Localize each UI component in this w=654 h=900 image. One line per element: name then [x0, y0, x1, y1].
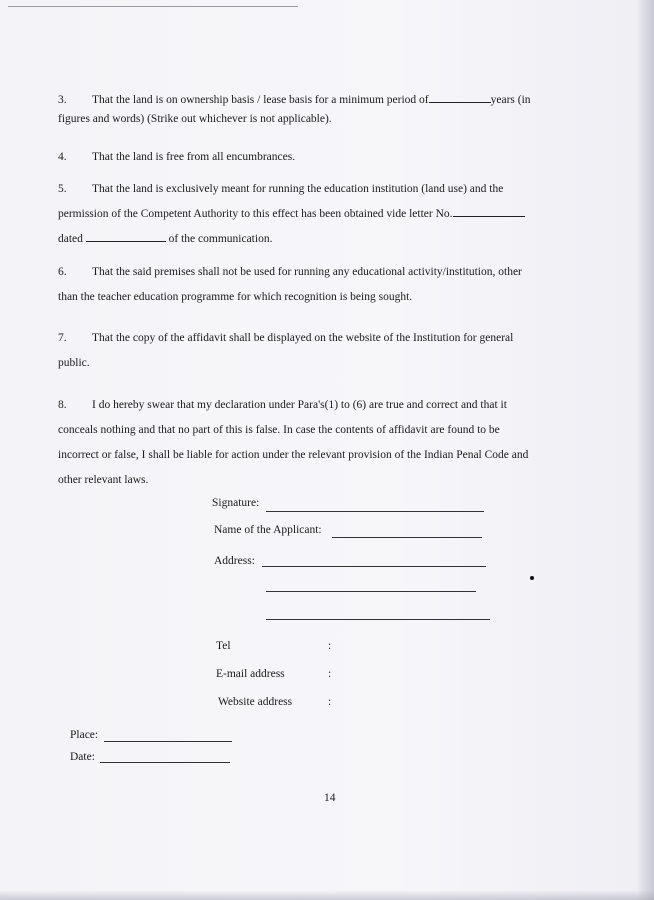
- tel-colon: :: [328, 640, 332, 652]
- paragraph-4: [58, 145, 578, 170]
- address-label: Address:: [214, 555, 255, 567]
- paragraph-text: incorrect or false, I shall be liable for action under the relevant provision of the Indian Penal Code and: [58, 449, 529, 461]
- paragraph-text: of the communication.: [168, 233, 273, 245]
- website-colon: :: [328, 696, 332, 708]
- date-label: Date:: [70, 751, 95, 763]
- address-line-3: [266, 619, 490, 620]
- letter-number-blank: [453, 206, 525, 217]
- address-line-1: [262, 566, 486, 567]
- paragraph-text: than the teacher education programme for which recognition is being sought.: [58, 291, 413, 303]
- page-number: 14: [324, 792, 336, 804]
- paragraph-text: That the land is free from all encumbrances.: [92, 151, 296, 163]
- paragraph-text: other relevant laws.: [58, 474, 149, 486]
- paragraph-text: That the land is exclusively meant for running the education institution (land use) and the: [92, 183, 504, 195]
- paragraph-text: conceals nothing and that no part of this is false. In case the contents of affidavit are found to be: [58, 424, 500, 436]
- paragraph-7: [58, 326, 578, 376]
- paragraph-text: permission of the Competent Authority to this effect has been obtained vide letter No.: [58, 208, 453, 220]
- place-line: [104, 741, 232, 742]
- paragraph-number: 5.: [58, 183, 67, 195]
- paragraph-text: That the said premises shall not be used for running any educational activity/institution, other: [92, 266, 522, 278]
- paragraph-text: That the land is on ownership basis / lease basis for a minimum period of: [92, 94, 429, 106]
- email-colon: :: [328, 668, 332, 680]
- paragraph-text: That the copy of the affidavit shall be displayed on the website of the Institution for general: [92, 332, 514, 344]
- ink-mark: [530, 576, 534, 580]
- tel-label: Tel: [216, 640, 231, 652]
- paragraph-text: figures and words) (Strike out whichever is not applicable).: [58, 113, 332, 125]
- paragraph-8: [58, 393, 578, 493]
- applicant-name-label: Name of the Applicant:: [214, 524, 322, 536]
- paragraph-number: 4.: [58, 151, 67, 163]
- paragraph-number: 3.: [58, 94, 67, 106]
- paragraph-6: [58, 260, 578, 310]
- signature-label: Signature:: [212, 497, 260, 509]
- paragraph-number: 6.: [58, 266, 67, 278]
- paragraph-5: [58, 177, 578, 252]
- address-line-2: [266, 591, 476, 592]
- paragraph-number: 8.: [58, 399, 67, 411]
- period-blank: [429, 92, 491, 103]
- top-rule: [8, 6, 298, 7]
- paragraph-text: public.: [58, 357, 90, 369]
- paragraph-text: years (in: [490, 94, 531, 106]
- paragraph-text: I do hereby swear that my declaration under Para's(1) to (6) are true and correct and that it: [92, 399, 507, 411]
- paragraph-number: 7.: [58, 332, 67, 344]
- date-line: [100, 762, 230, 763]
- signature-line: [266, 511, 484, 512]
- date-blank: [86, 231, 166, 242]
- page-bottom-shadow: [0, 890, 654, 900]
- email-label: E-mail address: [216, 668, 285, 680]
- page-edge-shadow: [636, 0, 654, 900]
- paragraph-3: [58, 88, 578, 132]
- website-label: Website address: [218, 696, 293, 708]
- place-label: Place:: [70, 729, 99, 741]
- applicant-name-line: [332, 537, 482, 538]
- paragraph-text: dated: [58, 233, 83, 245]
